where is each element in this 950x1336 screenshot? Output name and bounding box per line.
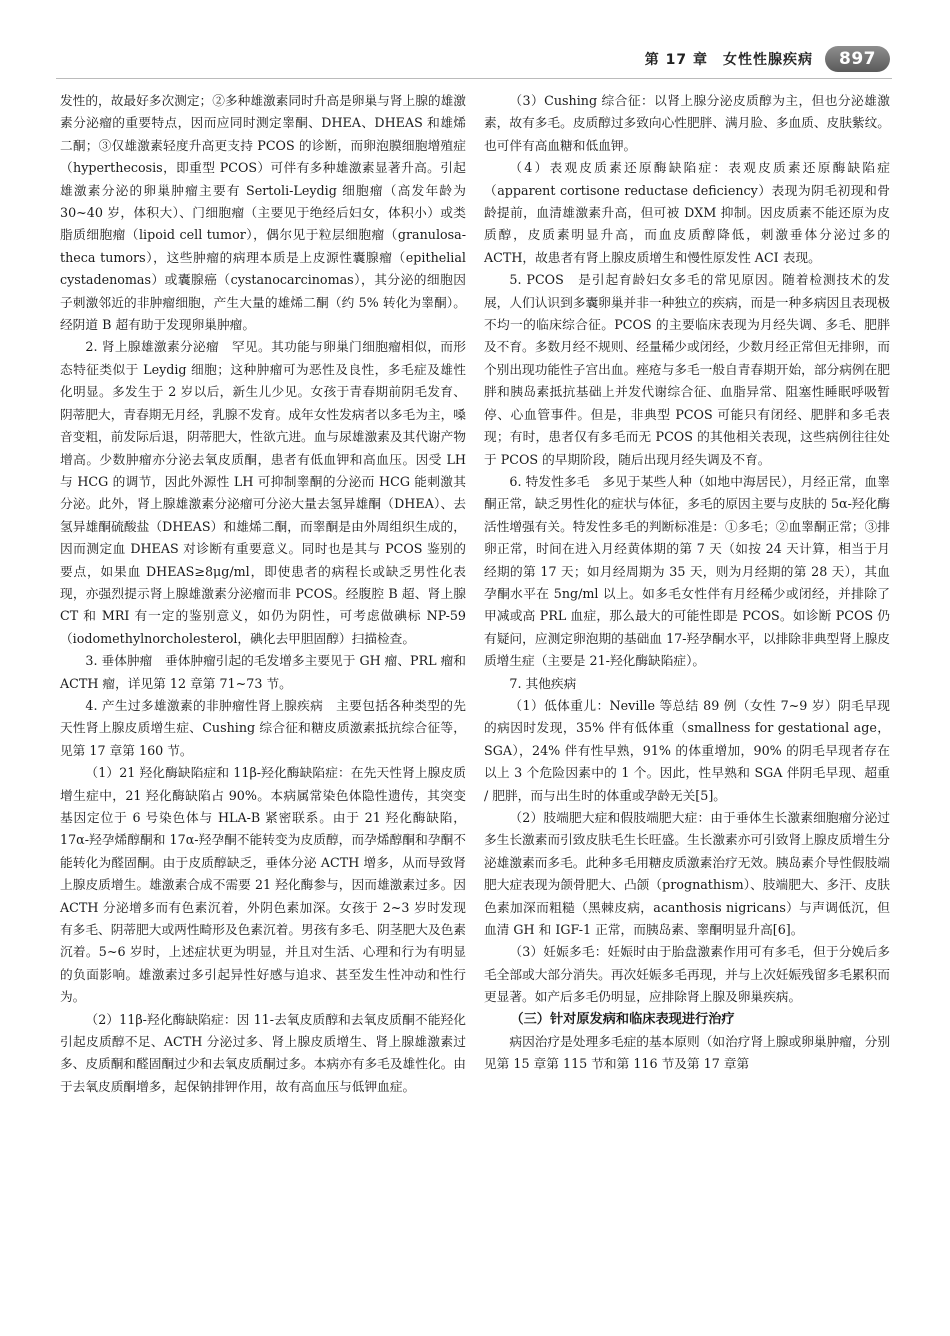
paragraph: 病因治疗是处理多毛症的基本原则（如治疗肾上腺或卵巢肿瘤，分别见第 15 章第 115 节和第 116 节及第 17 章第	[484, 1034, 891, 1072]
section-heading: （三）针对原发病和临床表现进行治疗	[510, 1011, 735, 1027]
paragraph: （1）低体重儿：Neville 等总结 89 例（女性 7~9 岁）阴毛早现的病因时发现，35% 伴有低体重（smallness for gestational age，SGA），24% 伴有性早熟，91% 的体重增加，90% 的阴毛早现者存在以上 3 个危险因素中的 1 个。因此，性早熟和 SGA 伴阴毛早现、超重 / 肥胖，而与出生时的体重或孕龄无关[5]。	[484, 697, 890, 803]
right-column	[484, 90, 890, 1076]
paragraph: （3）妊娠多毛：妊娠时由于胎盘激素作用可有多毛，但于分娩后多毛全部或大部分消失。再次妊娠多毛再现，并与上次妊娠残留多毛累积而更显著。如产后多毛仍明显，应排除肾上腺及卵巢疾病。	[484, 944, 890, 1005]
paragraph: 5. PCOS 是引起育龄妇女多毛的常见原因。随着检测技术的发展，人们认识到多囊卵巢并非一种独立的疾病，而是一种多病因且表现极不均一的临床综合征。PCOS 的主要临床表现为月经失调、多毛、肥胖及不育。多数月经不规则、经量稀少或闭经，少数月经正常但无排卵，而个别出现功能性子宫出血。痤疮与多毛一般自青春期开始，部分病例在肥胖和胰岛素抵抗基础上并发代谢综合征、血脂异常、阻塞性睡眠呼吸暂停、心血管事件。但是，非典型 PCOS 可能只有闭经、肥胖和多毛表现；有时，患者仅有多毛而无 PCOS 的其他相关表现，这些病例往往处于 PCOS 的早期阶段，随后出现月经失调及不育。	[484, 272, 890, 467]
chapter-title: 第 17 章 女性性腺疾病	[644, 52, 813, 68]
paragraph: （3）Cushing 综合征：以肾上腺分泌皮质醇为主，但也分泌雄激素，故有多毛。皮质醇过多致向心性肥胖、满月脸、多血质、皮肤紫纹。也可伴有高血糖和低血钾。	[484, 93, 890, 153]
left-column	[60, 90, 466, 1098]
paragraph: （4）表观皮质素还原酶缺陷症：表观皮质素还原酶缺陷症（apparent cortisone reductase deficiency）表现为阴毛初现和骨龄提前，血清雄激素升高，但可被 DXM 抑制。因皮质素不能还原为皮质醇，皮质素明显升高，而血皮质醇降低，刺激垂体分泌过多的 ACTH，故患者有肾上腺皮质增生和慢性原发性 ACI 表现。	[484, 160, 890, 265]
paragraph: 3. 垂体肿瘤 垂体肿瘤引起的毛发增多主要见于 GH 瘤、PRL 瘤和 ACTH 瘤，详见第 12 章第 71~73 节。	[60, 653, 466, 691]
paragraph: （1）21 羟化酶缺陷症和 11β-羟化酶缺陷症：在先天性肾上腺皮质增生症中，21 羟化酶缺陷占 90%。本病属常染色体隐性遗传，其突变基因定位于 6 号染色体与 HLA-B 紧密联系。由于 21 羟化酶缺陷，17α-羟孕烯醇酮和 17α-羟孕酮不能转变为皮质醇，而孕烯醇酮和孕酮不能转化为醛固酮。由于皮质醇缺乏，垂体分泌 ACTH 增多，从而导致肾上腺皮质增生。雄激素合成不需要 21 羟化酶参与，因而雄激素过多。因 ACTH 分泌增多而有色素沉着，外阴色素加深。女孩于 2~3 岁时发现有多毛、阴蒂肥大或两性畸形及色素沉着。男孩有多毛、阴茎肥大及色素沉着。5~6 岁时，上述症状更为明显，并且对生活、心理和行为有明显的负面影响。雄激素过多引起异性好感与追求、甚至发生性冲动和性行为。	[60, 765, 466, 1005]
paragraph: 发性的，故最好多次测定；②多种雄激素同时升高是卵巢与肾上腺的雄激素分泌瘤的重要特点，因而应同时测定睾酮、DHEA、DHEAS 和雄烯二酮；③仅雄激素轻度升高更支持 PCOS 的诊断，而卵泡膜细胞增殖症（hyperthecosis，即重型 PCOS）可伴有多种雄激素显著升高。引起雄激素分泌的卵巢肿瘤主要有 Sertoli-Leydig 细胞瘤（高发年龄为 30~40 岁，体积大）、门细胞瘤（主要见于绝经后妇女，体积小）或类脂质细胞瘤（lipoid cell tumor），偶尔见于粒层细胞瘤（granulosa-theca tumors），这些肿瘤的病理本质是上皮源性囊腺瘤（epithelial cystadenomas）或囊腺癌（cystanocarcinomas），其分泌的细胞因子刺激邻近的非肿瘤细胞，产生大量的雄烯二酮（约 5% 转化为睾酮）。经阴道 B 超有助于发现卵巢肿瘤。	[60, 93, 466, 333]
page-number: 897	[825, 46, 890, 72]
paragraph: （2）肢端肥大症和假肢端肥大症：由于垂体生长激素细胞瘤分泌过多生长激素而引致皮肤毛生长旺盛。生长激素亦可引致肾上腺皮质增生分泌雄激素而多毛。此种多毛用糖皮质激素治疗无效。胰岛素介导性假肢端肥大症表现为颌骨肥大、凸颌（prognathism）、肢端肥大、多汗、皮肤色素加深而粗糙（黑棘皮病，acanthosis nigricans）与声调低沉，但血清 GH 和 IGF-1 正常，而胰岛素、睾酮明显升高[6]。	[484, 810, 890, 938]
paragraph: 2. 肾上腺雄激素分泌瘤 罕见。其功能与卵巢门细胞瘤相似，而形态特征类似于 Leydig 细胞；这种肿瘤可为恶性及良性，多毛症及雄性化明显。多发生于 2 岁以后，新生儿少见。女孩于青春期前阴毛发育、阴蒂肥大，青春期无月经，乳腺不发育。成年女性发病者以多毛为主，嗓音变粗，前发际后退，阴蒂肥大，性欲亢进。血与尿雄激素及其代谢产物增高。少数肿瘤亦分泌去氧皮质酮，患者有低血钾和高血压。因受 LH 与 HCG 的调节，因此外源性 LH 可抑制睾酮的分泌而 HCG 能刺激其分泌。此外，肾上腺雄激素分泌瘤可分泌大量去氢异雄酮（DHEA）、去氢异雄酮硫酸盐（DHEAS）和雄烯二酮，而睾酮是由外周组织生成的，因而测定血 DHEAS 对诊断有重要意义。同时也是其与 PCOS 鉴别的要点，如果血 DHEAS≥8μg/ml，即使患者的病程长或缺乏男性化表现，亦强烈提示肾上腺雄激素分泌瘤而非 PCOS。经腹腔 B 超、肾上腺 CT 和 MRI 有一定的鉴别意义，如仍为阴性，可考虑做碘标 NP-59（iodomethylnorcholesterol，碘化去甲胆固醇）扫描检查。	[60, 339, 466, 646]
paragraph: 7. 其他疾病	[509, 675, 577, 691]
header-divider	[56, 78, 892, 79]
page-header	[560, 44, 890, 74]
paragraph: （2）11β-羟化酶缺陷症：因 11-去氧皮质醇和去氧皮质酮不能羟化引起皮质醇不足、ACTH 分泌过多、肾上腺皮质增生、肾上腺雄激素过多、皮质酮和醛固酮过少和去氧皮质酮过多。本病亦有多毛及雄性化。由于去氧皮质酮增多，起保钠排钾作用，故有高血压与低钾血症。	[60, 1011, 466, 1094]
paragraph: 4. 产生过多雄激素的非肿瘤性肾上腺疾病 主要包括各种类型的先天性肾上腺皮质增生症、Cushing 综合征和糖皮质激素抵抗综合征等，见第 17 章第 160 节。	[60, 697, 466, 758]
paragraph: 6. 特发性多毛 多见于某些人种（如地中海居民），月经正常，血睾酮正常，缺乏男性化的症状与体征，多毛的原因主要与皮肤的 5α-羟化酶活性增强有关。特发性多毛的判断标准是：①多毛；②血睾酮正常；③排卵正常，时间在进入月经黄体期的第 7 天（如按 24 天计算，相当于月经期的第 17 天；如月经周期为 35 天，则为月经期的第 28 天），其血孕酮水平在 5ng/ml 以上。如多毛女性伴有月经稀少或闭经，并排除了甲减或高 PRL 血症，那么最大的可能性即是 PCOS。如诊断 PCOS 仍有疑问，应测定卵泡期的基础血 17-羟孕酮水平，以排除非典型肾上腺皮质增生症（主要是 21-羟化酶缺陷症）。	[484, 473, 890, 669]
